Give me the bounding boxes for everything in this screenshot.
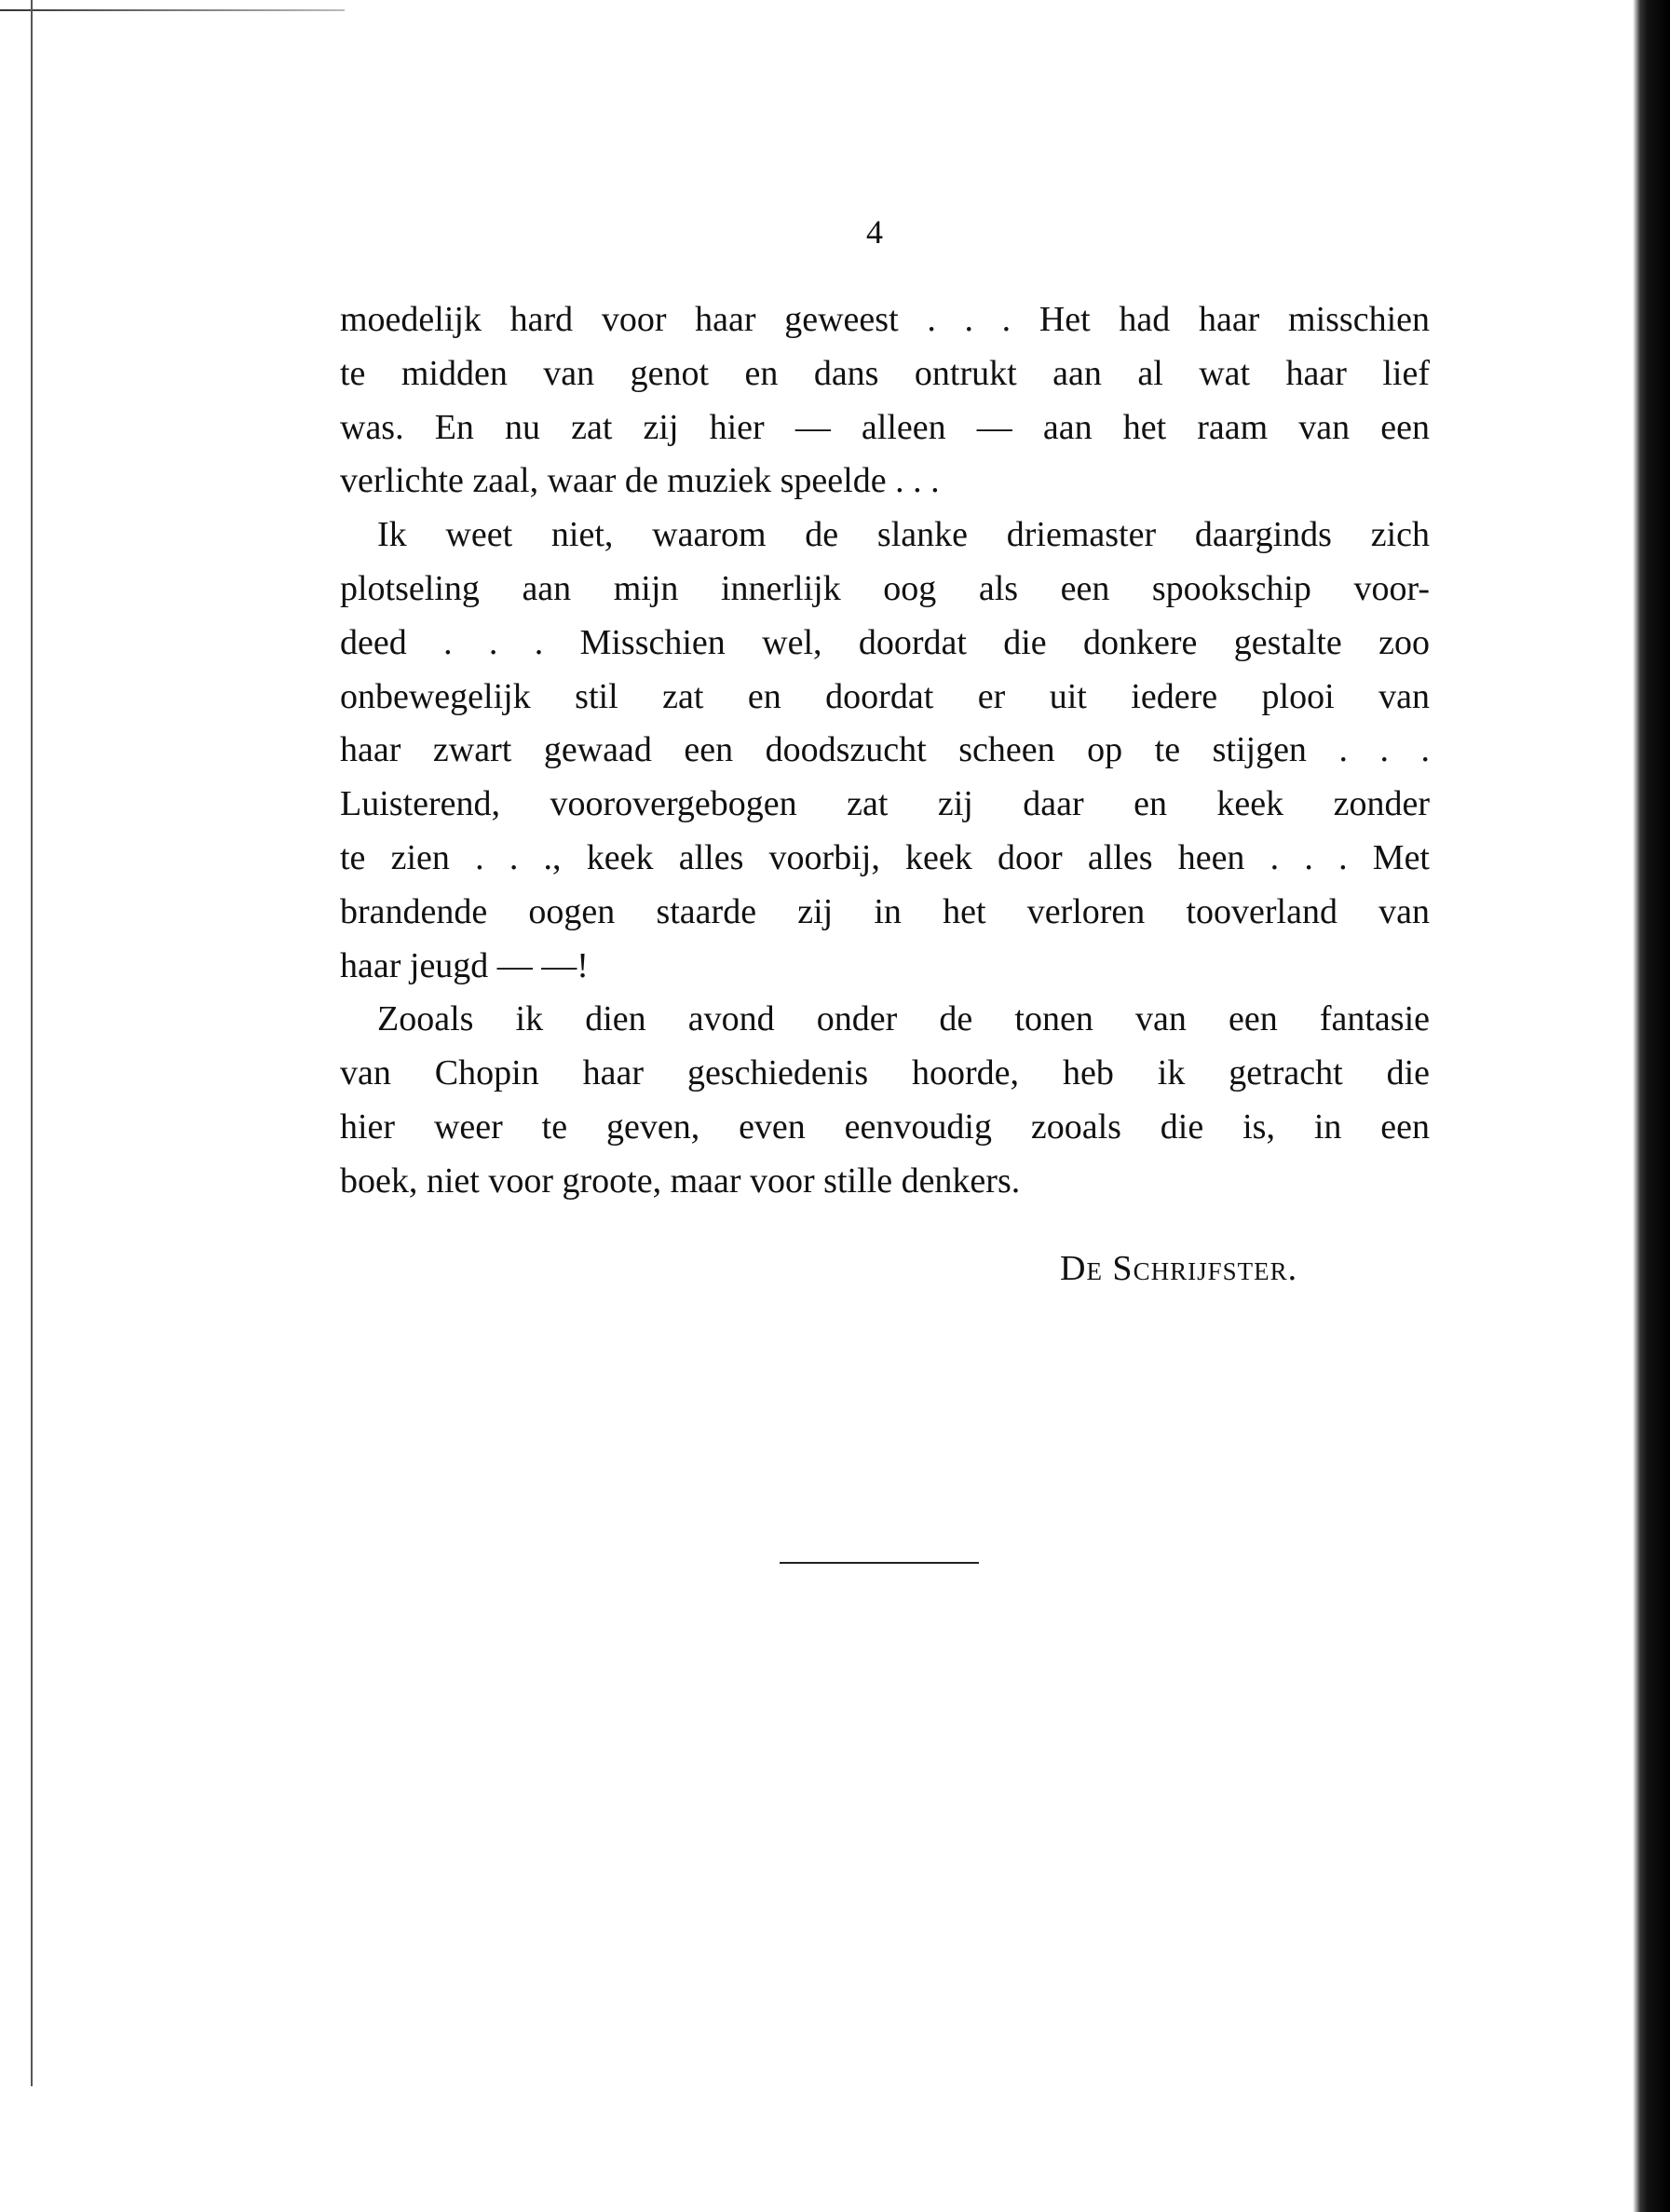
text-line: Zooals ik dien avond onder de tonen van een fantasie	[377, 999, 1430, 1039]
text-line: was. En nu zat zij hier — alleen — aan het raam van een	[340, 407, 1430, 447]
text-line: boek, niet voor groote, maar voor stille denkers.	[340, 1160, 1021, 1201]
text-line: te midden van genot en dans ontrukt aan al wat haar lief	[340, 353, 1430, 393]
scan-edge-left	[31, 0, 33, 2086]
text-line: plotseling aan mijn innerlijk oog als een spookschip voor-	[340, 568, 1430, 608]
text-line: verlichte zaal, waar de muziek speelde . . .	[340, 461, 940, 501]
text-line: te zien . . ., keek alles voorbij, keek door alles heen . . . Met	[340, 837, 1430, 877]
body-text	[340, 293, 1430, 1209]
scan-edge-right	[1633, 0, 1670, 2212]
page-number: 4	[866, 213, 883, 251]
text-line: haar jeugd — —!	[340, 945, 589, 985]
text-line: hier weer te geven, even eenvoudig zooals die is, in een	[340, 1106, 1430, 1147]
text-line: brandende oogen staarde zij in het verloren tooverland van	[340, 891, 1430, 931]
text-line: Ik weet niet, waarom de slanke driemaster daarginds zich	[377, 515, 1430, 555]
text-line: moedelijk hard voor haar geweest . . . Het had haar misschien	[340, 300, 1430, 339]
text-line: deed . . . Misschien wel, doordat die donkere gestalte zoo	[340, 622, 1430, 662]
text-line: Luisterend, voorovergebogen zat zij daar en keek zonder	[340, 784, 1430, 824]
end-rule	[780, 1562, 979, 1564]
text-line: haar zwart gewaad een doodszucht scheen op te stijgen . . .	[340, 730, 1430, 770]
text-line: van Chopin haar geschiedenis hoorde, heb ik getracht die	[340, 1053, 1430, 1093]
text-line: onbewegelijk stil zat en doordat er uit iedere plooi van	[340, 676, 1430, 716]
signature: De Schrijfster.	[1060, 1249, 1298, 1288]
scan-edge-top	[0, 9, 345, 11]
